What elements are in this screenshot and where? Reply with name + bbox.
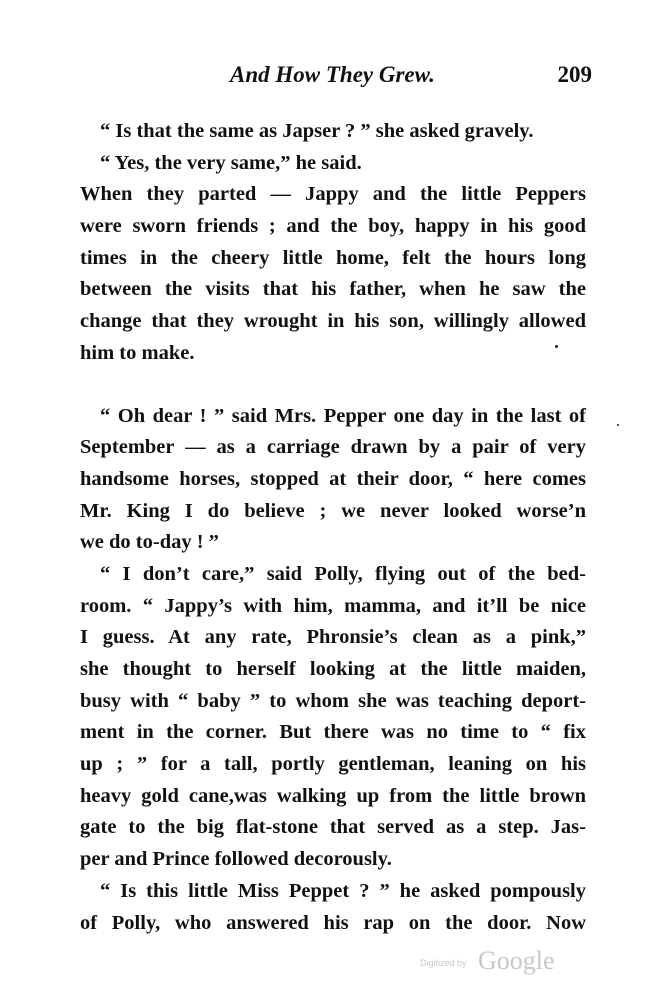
- text-line: gate to the big flat-stone that served as a step. Jas-: [80, 816, 586, 839]
- paragraph: [80, 148, 586, 180]
- text-line: heavy gold cane,was walking up from the little brown: [80, 784, 586, 807]
- text-line: September — as a carriage drawn by a pair of very: [80, 436, 586, 459]
- text-line: “ Yes, the very same,” he said.: [100, 151, 362, 174]
- page-number: 209: [557, 62, 592, 87]
- google-watermark: [420, 946, 600, 976]
- ink-speck: [617, 424, 619, 426]
- text-line: “ Is that the same as Japser ? ” she asked gravely.: [100, 120, 534, 142]
- text-line: we do to-day ! ”: [80, 531, 219, 554]
- text-line: change that they wrought in his son, willingly allowed: [80, 310, 586, 333]
- text-line: him to make.: [80, 341, 195, 364]
- running-header: [80, 62, 600, 92]
- text-line: she thought to herself looking at the little maiden,: [80, 658, 586, 680]
- text-line: When they parted — Jappy and the little Peppers: [80, 183, 586, 206]
- text-line: “ I don’t care,” said Polly, flying out of the bed-: [100, 562, 586, 585]
- text-line: were sworn friends ; and the boy, happy in his good: [80, 215, 586, 238]
- paragraph: [80, 179, 586, 369]
- paragraph: [80, 116, 586, 148]
- text-line: of Polly, who answered his rap on the door. Now: [80, 911, 586, 934]
- text-line: handsome horses, stopped at their door, “ here comes: [80, 467, 586, 490]
- text-line: room. “ Jappy’s with him, mamma, and it’ll be nice: [80, 594, 586, 617]
- text-line: busy with “ baby ” to whom she was teaching deport-: [80, 689, 586, 712]
- watermark-digitized-by: Digitized by: [420, 958, 467, 968]
- running-title: And How They Grew.: [230, 62, 435, 87]
- text-line: per and Prince followed decorously.: [80, 848, 392, 871]
- text-line: “ Oh dear ! ” said Mrs. Pepper one day in the last of: [100, 404, 586, 427]
- paragraph: [80, 559, 586, 876]
- section-break: [80, 370, 586, 401]
- ink-speck: [555, 345, 558, 348]
- text-line: up ; ” for a tall, portly gentleman, leaning on his: [80, 753, 586, 776]
- text-line: Mr. King I do believe ; we never looked worse’n: [80, 499, 586, 522]
- paragraph: [80, 876, 586, 939]
- text-line: “ Is this little Miss Peppet ? ” he asked pompously: [100, 879, 586, 902]
- watermark-google: Google: [478, 946, 555, 975]
- text-line: times in the cheery little home, felt the hours long: [80, 246, 586, 269]
- body-text: [80, 116, 586, 939]
- text-line: I guess. At any rate, Phronsie’s clean as a pink,”: [80, 626, 586, 649]
- paragraph: [80, 401, 586, 559]
- text-line: ment in the corner. But there was no time to “ fix: [80, 721, 586, 744]
- text-line: between the visits that his father, when he saw the: [80, 278, 586, 301]
